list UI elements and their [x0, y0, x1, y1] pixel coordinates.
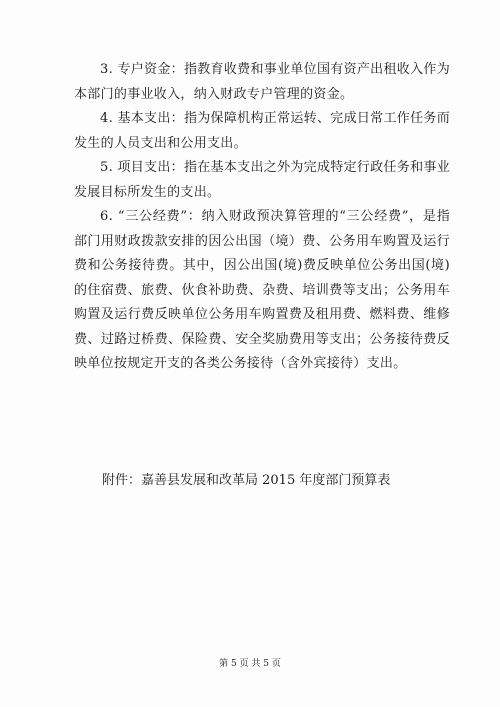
paragraph-special-account-funds: 3. 专户资金：指教育收费和事业单位国有资产出租收入作为本部门的事业收入，纳入财政专户管理的资金。 [74, 62, 450, 102]
page-number-footer: 第 5 页 共 5 页 [219, 659, 281, 669]
paragraph-three-public-expenses: 6. “三公经费”：纳入财政预决算管理的“三公经费”，是指部门用财政拨款安排的因公出国（境）费、公务用车购置及运行费和公务接待费。其中，因公出国(境)费反映单位公务出国(境)的住宿费、旅费、伙食补助费、杂费、培训费等支出；公务用车购置及运行费反映单位公务用车购置费及租用费、燃料费、维修费、过路过桥费、保险费、安全奖励费用等支出；公务接待费反映单位按规定开支的各类公务接待（含外宾接待）支出。 [74, 209, 450, 371]
attachment-note: 附件：嘉善县发展和改革局 2015 年度部门预算表 [102, 473, 391, 488]
paragraph-basic-expenditure: 4. 基本支出：指为保障机构正常运转、完成日常工作任务而发生的人员支出和公用支出。 [74, 111, 450, 151]
document-body [74, 58, 450, 377]
paragraph-project-expenditure: 5. 项目支出：指在基本支出之外为完成特定行政任务和事业发展目标所发生的支出。 [74, 160, 450, 200]
